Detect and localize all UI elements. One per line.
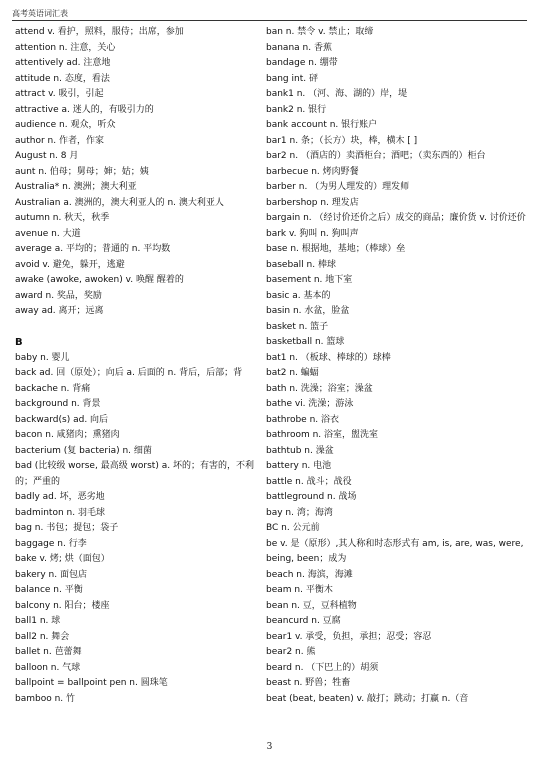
vocab-entry: balloon n. 气球 [15, 662, 81, 673]
vocab-entry: autumn n. 秋天，秋季 [15, 213, 110, 223]
vocab-entry: barber n. （为男人理发的）理发师 [266, 182, 410, 192]
vocab-entry: balance n. 平衡 [15, 585, 83, 595]
vocab-entry: beam n. 平衡木 [266, 585, 333, 595]
vocab-entry: basketball n. 篮球 [266, 337, 345, 347]
vocab-entry: beancurd n. 豆腐 [266, 616, 341, 626]
vocab-entry: banana n. 香蕉 [266, 42, 332, 53]
vocab-entry: awake (awoke, awoken) v. 唤醒 醒着的 [15, 275, 184, 285]
vocab-entry: backache n. 背痛 [15, 383, 91, 394]
vocab-entry: avoid v. 避免，躲开，逃避 [15, 259, 125, 270]
vocab-entry: base n. 根据地，基地；（棒球）垒 [266, 244, 406, 254]
vocab-entry: August n. 8 月 [15, 151, 79, 161]
vocab-entry: bay n. 湾；海湾 [266, 507, 333, 518]
vocab-entry: bandage n. 绷带 [266, 58, 338, 68]
vocab-entry: bar2 n. （酒店的）卖酒柜台；酒吧；（卖东西的）柜台 [266, 151, 486, 161]
vocab-entry: ballet n. 芭蕾舞 [15, 647, 82, 657]
vocab-entry: beast n. 野兽；牲畜 [266, 678, 351, 688]
vocab-entry: balcony n. 阳台；楼座 [15, 600, 110, 611]
vocab-entry: ball2 n. 舞会 [15, 631, 70, 642]
vocab-entry: Australian a. 澳洲的，澳大利亚人的 n. 澳大利亚人 [15, 197, 224, 208]
vocab-entry: bath n. 洗澡；浴室；澡盆 [266, 383, 373, 394]
vocab-entry: baggage n. 行李 [15, 538, 87, 549]
vocab-entry: attitude n. 态度，看法 [15, 73, 110, 84]
left-column [15, 25, 270, 707]
vocab-entry: basket n. 篮子 [266, 321, 329, 332]
vocab-entry: backward(s) ad. 向后 [15, 414, 109, 425]
vocab-entry: background n. 背景 [15, 399, 101, 409]
vocab-entry: bake v. 烤; 烘（面包） [15, 554, 110, 564]
vocab-entry: BC n. 公元前 [266, 523, 320, 533]
vocab-entry: attract v. 吸引，引起 [15, 89, 104, 99]
vocab-entry: badminton n. 羽毛球 [15, 507, 105, 518]
vocab-entry: ball1 n. 球 [15, 616, 61, 626]
vocab-entry: bank1 n. （河、海、湖的）岸，堤 [266, 89, 408, 99]
blank-line [15, 320, 270, 336]
vocab-entry: bargain n. （经讨价还价之后）成交的商品；廉价货 v. 讨价还价 [266, 213, 526, 223]
vocab-entry: bang int. 砰 [266, 73, 318, 84]
page-header: 高考英语词汇表 [12, 9, 527, 21]
vocab-entry: baby n. 婴儿 [15, 352, 70, 363]
vocab-entry: attend v. 看护，照料，服侍；出席，参加 [15, 27, 184, 37]
vocab-entry: bank2 n. 银行 [266, 104, 327, 115]
vocab-entry: beat (beat, beaten) v. 敲打；跳动；打赢 n.（音 [266, 693, 469, 704]
vocab-entry: bacterium (复 bacteria) n. 细菌 [15, 445, 152, 456]
vocab-entry: bathe vi. 洗澡；游泳 [266, 399, 354, 409]
vocab-entry: barbershop n. 理发店 [266, 197, 359, 208]
vocab-entry: bad (比较级 worse, 最高级 worst) a. 坏的；有害的，不利的；严重的 [15, 461, 254, 487]
vocab-entry: basic a. 基本的 [266, 290, 331, 301]
vocab-entry: attention n. 注意，关心 [15, 42, 116, 53]
vocab-entry: bathroom n. 浴室，盥洗室 [266, 430, 379, 440]
vocab-entry: avenue n. 大道 [15, 228, 81, 239]
vocab-entry: ban n. 禁令 v. 禁止；取缔 [266, 27, 374, 37]
vocab-entry: beard n. （下巴上的）胡须 [266, 662, 379, 673]
vocab-entry: bank account n. 银行账户 [266, 120, 378, 130]
vocab-entry: bear2 n. 熊 [266, 647, 316, 657]
section-letter: B [15, 337, 23, 348]
vocab-entry: back ad. 回（原处）；向后 a. 后面的 n. 背后，后部；背 [15, 368, 243, 378]
vocab-entry: badly ad. 坏，恶劣地 [15, 492, 105, 502]
vocab-entry: attentively ad. 注意地 [15, 58, 111, 68]
vocab-entry: Australia* n. 澳洲；澳大利亚 [15, 182, 137, 192]
vocab-entry: beach n. 海滨，海滩 [266, 569, 353, 580]
vocab-entry: bakery n. 面包店 [15, 569, 87, 580]
vocab-entry: audience n. 观众，听众 [15, 120, 116, 130]
page-number: 3 [266, 742, 273, 752]
vocab-entry: ballpoint = ballpoint pen n. 圆珠笔 [15, 678, 168, 688]
vocab-entry: baseball n. 棒球 [266, 259, 336, 270]
vocab-entry: bag n. 书包；提包；袋子 [15, 523, 119, 533]
vocab-entry: battleground n. 战场 [266, 492, 357, 502]
vocab-entry: bat1 n. （板球、棒球的）球棒 [266, 352, 391, 363]
vocab-entry: attractive a. 迷人的，有吸引力的 [15, 104, 154, 115]
vocab-entry: basement n. 地下室 [266, 275, 353, 285]
vocab-entry: aunt n. 伯母；舅母；婶；姑；姨 [15, 166, 149, 177]
vocab-entry: bear1 v. 承受，负担，承担；忍受；容忍 [266, 631, 432, 642]
vocab-entry: bar1 n. 条；（长方）块，棒，横木 [ ] [266, 135, 418, 146]
vocab-entry: away ad. 离开；远离 [15, 306, 104, 316]
vocab-entry: bathtub n. 澡盆 [266, 445, 334, 456]
vocab-entry: battle n. 战斗；战役 [266, 476, 352, 487]
vocab-entry: average a. 平均的；普通的 n. 平均数 [15, 244, 171, 254]
vocab-entry: bean n. 豆，豆科植物 [266, 600, 357, 611]
vocab-entry: bat2 n. 蝙蝠 [266, 368, 319, 378]
vocab-entry: basin n. 水盆，脸盆 [266, 306, 350, 316]
vocab-entry: barbecue n. 烤肉野餐 [266, 166, 359, 177]
vocab-entry: be v. 是（原形）,其人称和时态形式有 am, is, are, was, were, being, been；成为 [266, 538, 524, 564]
vocab-entry: author n. 作者，作家 [15, 135, 104, 146]
vocab-entry: bacon n. 咸猪肉；熏猪肉 [15, 430, 120, 440]
vocab-entry: bamboo n. 竹 [15, 693, 76, 704]
right-column [266, 25, 528, 707]
vocab-entry: bathrobe n. 浴衣 [266, 414, 340, 425]
vocab-entry: battery n. 电池 [266, 461, 332, 471]
vocab-entry: award n. 奖品，奖励 [15, 290, 102, 301]
vocab-entry: bark v. 狗叫 n. 狗叫声 [266, 228, 359, 239]
